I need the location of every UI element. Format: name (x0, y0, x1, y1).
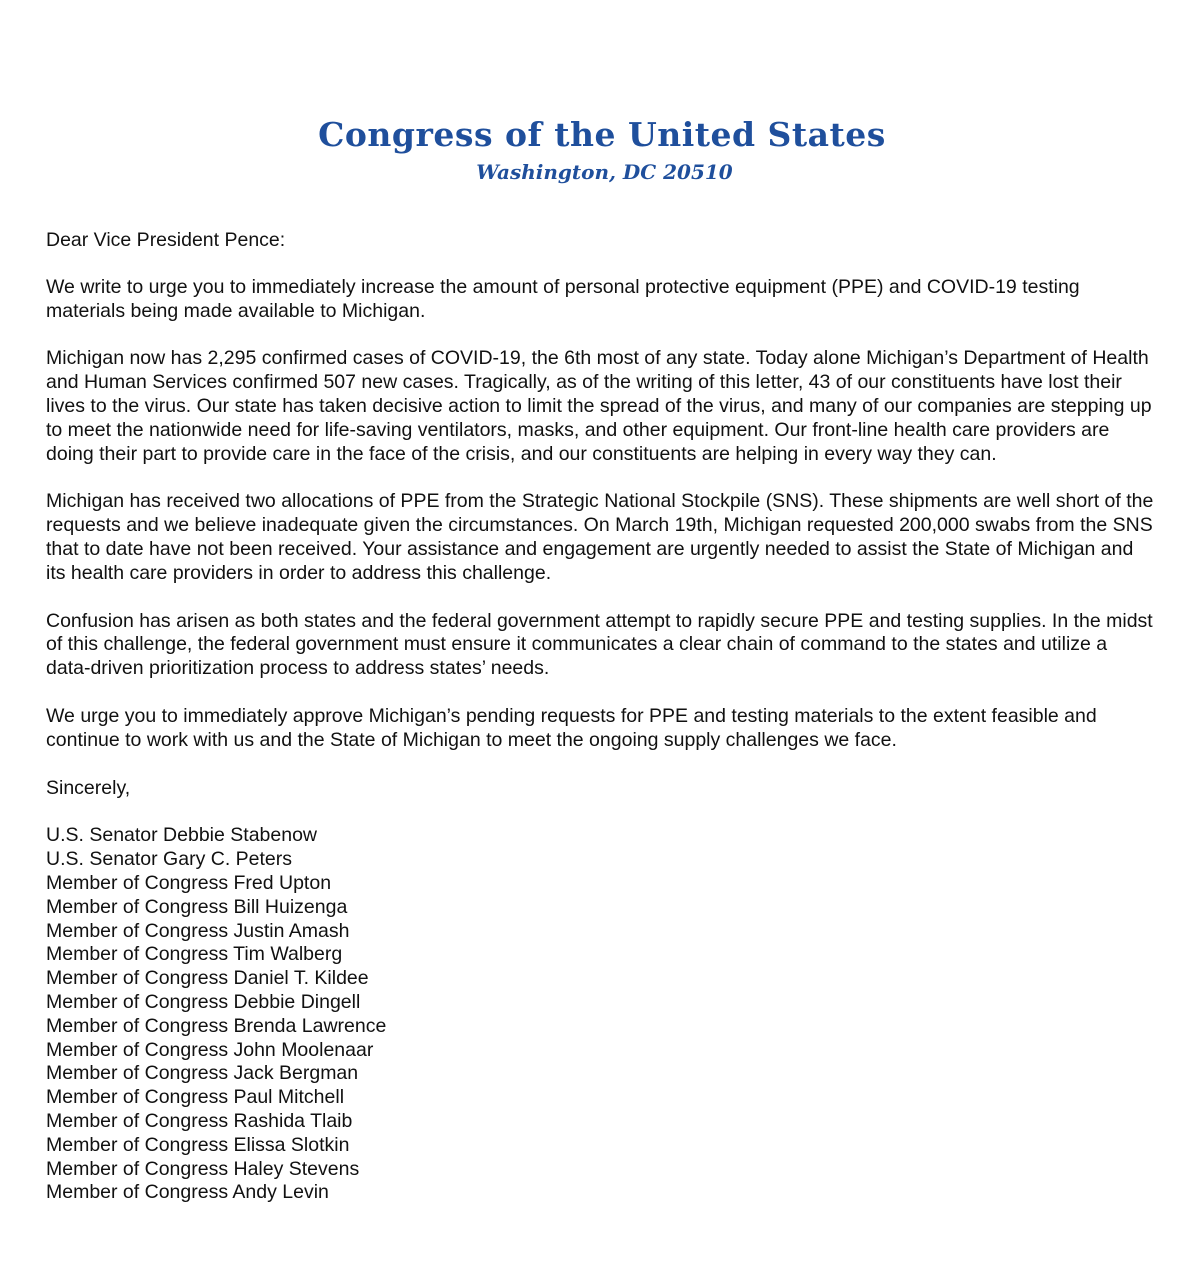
letterhead-title: Congress of the United States (318, 115, 886, 154)
signer: Member of Congress Brenda Lawrence (46, 1014, 387, 1037)
signer: Member of Congress Elissa Slotkin (46, 1133, 350, 1156)
signer: Member of Congress John Moolenaar (46, 1038, 374, 1061)
closing: Sincerely, (46, 776, 131, 799)
signer: Member of Congress Daniel T. Kildee (46, 967, 369, 990)
paragraph-request: We write to urge you to immediately increase the amount of personal protective equipment (PPE) and COVID-19 testing materials being made available to Michigan. (46, 275, 1080, 322)
signer: Member of Congress Justin Amash (46, 919, 350, 942)
letter-body (46, 229, 1156, 1205)
signer: Member of Congress Rashida Tlaib (46, 1109, 353, 1132)
signer: Member of Congress Fred Upton (46, 871, 332, 894)
paragraph-sns-allocations: Michigan has received two allocations of PPE from the Strategic National Stockpile (SNS). These shipments are well short of the requests and we believe inadequate given the circumstances. On March 19th, Michigan requested 200,000 swabs from the SNS that to date have not been received. Your assistance and engagement are urgently needed to assist the State of Michigan and its health care providers in order to address this challenge. (46, 490, 1154, 584)
paragraph-case-counts: Michigan now has 2,295 confirmed cases of COVID-19, the 6th most of any state. Today alone Michigan’s Department of Health and Human Services confirmed 507 new cases. Tragically, as of the writing of this letter, 43 of our constituents have lost their lives to the virus. Our state has taken decisive action to limit the spread of the virus, and many of our companies are stepping up to meet the nationwide need for life-saving ventilators, masks, and other equipment. Our front-line health care providers are doing their part to provide care in the face of the crisis, and our constituents are helping in every way they can. (46, 347, 1152, 465)
paragraph-urge-approval: We urge you to immediately approve Michigan’s pending requests for PPE and testing materials to the extent feasible and continue to work with us and the State of Michigan to meet the ongoing supply challenges we face. (46, 704, 1097, 751)
signer-list (46, 824, 1156, 1205)
paragraph-confusion: Confusion has arisen as both states and the federal government attempt to rapidly secure PPE and testing supplies. In the midst of this challenge, the federal government must ensure it communicates a clear chain of command to the states and utilize a data-driven prioritization process to address states’ needs. (46, 609, 1153, 680)
salutation: Dear Vice President Pence: (46, 229, 286, 251)
signer: Member of Congress Jack Bergman (46, 1062, 359, 1085)
signer: Member of Congress Andy Levin (46, 1181, 329, 1204)
signer: Member of Congress Bill Huizenga (46, 895, 348, 918)
signer: Member of Congress Tim Walberg (46, 943, 343, 966)
letterhead-address: Washington, DC 20510 (476, 160, 733, 184)
signer: Member of Congress Debbie Dingell (46, 990, 361, 1013)
signer: Member of Congress Haley Stevens (46, 1157, 360, 1180)
signer: Member of Congress Paul Mitchell (46, 1086, 345, 1109)
signer: U.S. Senator Gary C. Peters (46, 848, 293, 871)
signer: U.S. Senator Debbie Stabenow (46, 824, 318, 847)
letterhead (0, 112, 1199, 186)
